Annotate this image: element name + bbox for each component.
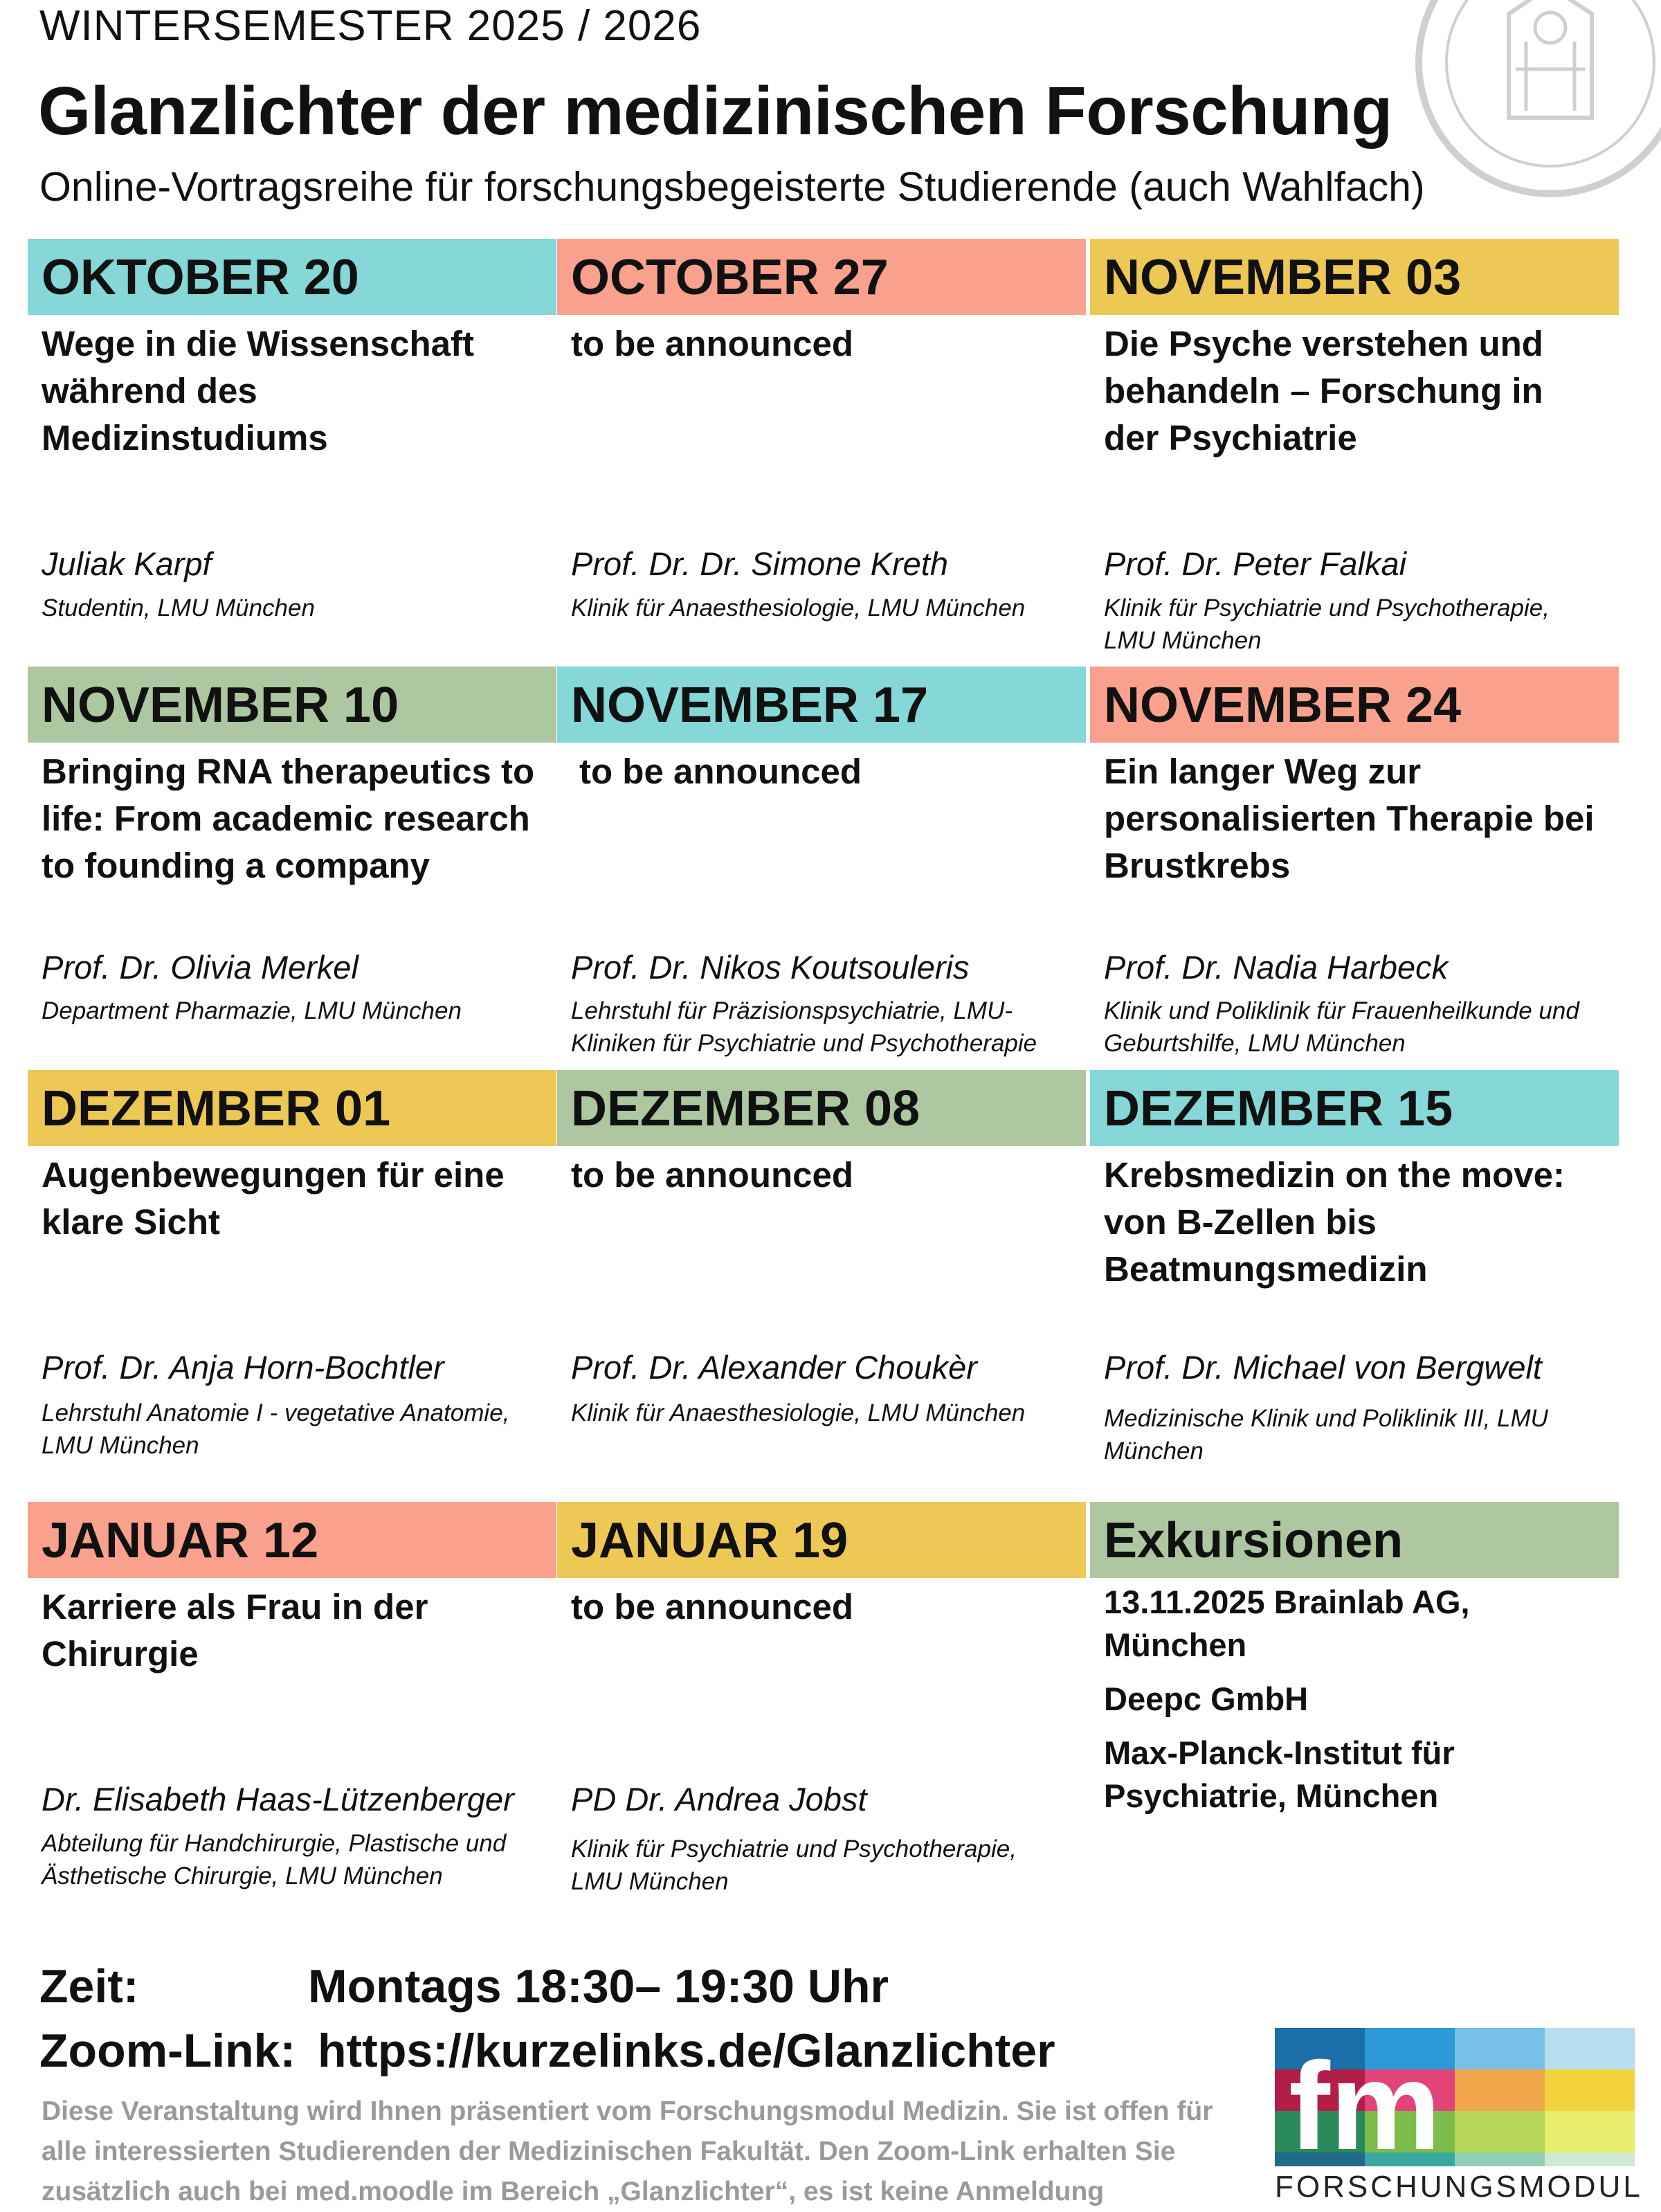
event-affiliation: Klinik für Anaesthesiologie, LMU München — [571, 1399, 1026, 1426]
event-cell — [557, 239, 1086, 661]
event-affiliation: Department Pharmazie, LMU München — [42, 997, 462, 1024]
event-cell — [28, 667, 556, 1068]
event-date: JANUAR 19 — [557, 1502, 1086, 1578]
event-date: NOVEMBER 24 — [1090, 667, 1619, 743]
excursions-title: Exkursionen — [1090, 1502, 1619, 1578]
event-affiliation: Medizinische Klinik und Poliklinik III, LMU München — [1104, 1405, 1548, 1465]
event-date: DEZEMBER 15 — [1090, 1070, 1619, 1146]
event-topic: Augenbewegungen für eine klare Sicht — [42, 1155, 505, 1242]
event-topic: Krebsmedizin on the move: von B-Zellen bis Beatmungsmedizin — [1104, 1155, 1565, 1289]
page-subtitle: Online-Vortragsreihe für forschungsbegeisterte Studierende (auch Wahlfach) — [39, 164, 1425, 210]
event-speaker: Dr. Elisabeth Haas-Lützenberger — [42, 1781, 514, 1817]
event-speaker: Prof. Dr. Alexander Choukèr — [571, 1349, 977, 1386]
event-affiliation: Klinik für Anaesthesiologie, LMU München — [571, 595, 1026, 622]
event-cell — [557, 667, 1086, 1068]
event-speaker: PD Dr. Andrea Jobst — [571, 1781, 867, 1817]
zoom-label: Zoom-Link: — [39, 2024, 296, 2077]
event-cell — [1090, 239, 1619, 661]
event-cell — [557, 1502, 1086, 1917]
event-topic: Wege in die Wissenschaft während des Medizinstudiums — [42, 324, 474, 457]
event-date: NOVEMBER 03 — [1090, 239, 1619, 315]
event-topic: Karriere als Frau in der Chirurgie — [42, 1587, 428, 1674]
event-affiliation: Studentin, LMU München — [42, 595, 315, 622]
excursion-item: Deepc GmbH — [1104, 1680, 1309, 1717]
time-value: Montags 18:30– 19:30 Uhr — [308, 1960, 889, 2013]
event-affiliation: Klinik für Psychiatrie und Psychotherapie, LMU München — [1104, 595, 1550, 654]
event-speaker: Prof. Dr. Michael von Bergwelt — [1104, 1349, 1542, 1386]
event-speaker: Juliak Karpf — [42, 545, 212, 582]
time-label: Zeit: — [39, 1960, 139, 2013]
event-topic: to be announced — [571, 1587, 853, 1626]
logo-caption: FORSCHUNGSMODUL — [1275, 2170, 1643, 2204]
event-topic: to be announced — [571, 324, 853, 363]
event-topic: to be announced — [571, 1155, 853, 1195]
event-date: OKTOBER 20 — [28, 239, 556, 315]
event-topic: Bringing RNA therapeutics to life: From academic research to founding a company — [42, 752, 535, 885]
zoom-row — [39, 2020, 1055, 2082]
event-date: JANUAR 12 — [28, 1502, 556, 1578]
event-topic: to be announced — [579, 752, 862, 791]
event-affiliation: Klinik und Poliklinik für Frauenheilkunde und Geburtshilfe, LMU München — [1104, 997, 1579, 1057]
event-speaker: Prof. Dr. Nadia Harbeck — [1104, 949, 1449, 986]
event-cell — [28, 1070, 556, 1499]
event-speaker: Prof. Dr. Dr. Simone Kreth — [571, 545, 948, 582]
event-date: NOVEMBER 17 — [557, 667, 1086, 743]
excursion-item: Max-Planck-Institut für Psychiatrie, München — [1104, 1734, 1455, 1814]
event-cell — [28, 239, 556, 661]
event-speaker: Prof. Dr. Olivia Merkel — [42, 949, 358, 986]
event-topic: Ein langer Weg zur personalisierten Therapie bei Brustkrebs — [1104, 752, 1595, 885]
excursions-cell — [1090, 1502, 1619, 1917]
time-row — [39, 1955, 889, 2018]
svg-text:fm: fm — [1289, 2037, 1441, 2176]
event-topic: Die Psyche verstehen und behandeln – Forschung in der Psychiatrie — [1104, 324, 1543, 457]
event-cell — [28, 1502, 556, 1917]
excursion-item: 13.11.2025 Brainlab AG, München — [1104, 1584, 1470, 1663]
event-date: DEZEMBER 01 — [28, 1070, 556, 1146]
zoom-link[interactable]: https://kurzelinks.de/Glanzlichter — [318, 2024, 1055, 2077]
page-title: Glanzlichter der medizinischen Forschung — [38, 73, 1392, 149]
semester-heading: WINTERSEMESTER 2025 / 2026 — [39, 2, 702, 50]
event-speaker: Prof. Dr. Peter Falkai — [1104, 545, 1407, 582]
event-speaker: Prof. Dr. Nikos Koutsouleris — [571, 949, 970, 986]
event-affiliation: Lehrstuhl Anatomie I - vegetative Anatomie, LMU München — [42, 1399, 510, 1459]
event-cell — [557, 1070, 1086, 1499]
university-seal-icon — [1405, 0, 1661, 208]
event-speaker: Prof. Dr. Anja Horn-Bochtler — [42, 1349, 444, 1386]
event-cell — [1090, 1070, 1619, 1499]
event-date: OCTOBER 27 — [557, 239, 1086, 315]
event-cell — [1090, 667, 1619, 1068]
event-affiliation: Klinik für Psychiatrie und Psychotherapie, LMU München — [571, 1835, 1017, 1895]
event-affiliation: Abteilung für Handchirurgie, Plastische und Ästhetische Chirurgie, LMU München — [42, 1830, 507, 1889]
event-affiliation: Lehrstuhl für Präzisionspsychiatrie, LMU-Kliniken für Psychiatrie und Psychotherapie — [571, 997, 1037, 1057]
event-date: DEZEMBER 08 — [557, 1070, 1086, 1146]
event-date: NOVEMBER 10 — [28, 667, 556, 743]
footer-note: Diese Veranstaltung wird Ihnen präsentiert vom Forschungsmodul Medizin. Sie ist offen für alle interessierten Studierenden der Medizinischen Fakultät. Den Zoom-Link erhalten Sie zusätzlich auch bei med.moodle im Bereich „Glanzlichter“, es ist keine Anmeldung — [42, 2096, 1213, 2206]
